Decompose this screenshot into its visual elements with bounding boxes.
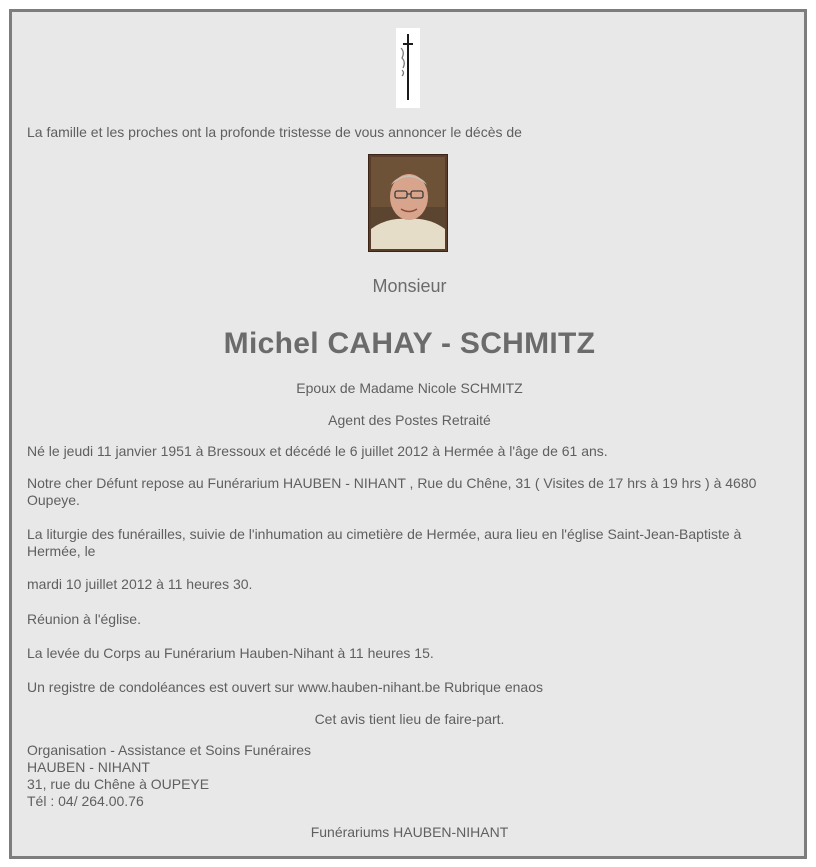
organisation-phone: Tél : 04/ 264.00.76 bbox=[27, 793, 144, 809]
organisation-line-1: Organisation - Assistance et Soins Funéraires bbox=[27, 742, 312, 758]
organisation-line-3: 31, rue du Chêne à OUPEYE bbox=[27, 776, 210, 792]
rest-location-text: Notre cher Défunt repose au Funérarium HAUBEN - NIHANT , Rue du Chêne, 31 ( Visites de 17 hrs à 19 hrs ) à 4680 Oupeye. bbox=[27, 475, 757, 508]
body-lift-text: La levée du Corps au Funérarium Hauben-Nihant à 11 heures 15. bbox=[27, 645, 434, 661]
occupation-line: Agent des Postes Retraité bbox=[328, 412, 491, 428]
intro-text: La famille et les proches ont la profonde tristesse de vous annoncer le décès de bbox=[27, 124, 522, 140]
deceased-name: Michel CAHAY - SCHMITZ bbox=[223, 327, 596, 360]
spouse-line: Epoux de Madame Nicole SCHMITZ bbox=[296, 380, 523, 396]
cross-emblem bbox=[396, 28, 420, 108]
registry-text: Un registre de condoléances est ouvert sur www.hauben-nihant.be Rubrique enaos bbox=[27, 679, 543, 695]
meeting-text: Réunion à l'église. bbox=[27, 611, 141, 627]
portrait-photo bbox=[368, 154, 448, 252]
organisation-block bbox=[27, 742, 792, 810]
ceremony-date: mardi 10 juillet 2012 à 11 heures 30. bbox=[27, 576, 253, 592]
footer-signature: Funérariums HAUBEN-NIHANT bbox=[310, 824, 509, 840]
birth-death-text: Né le jeudi 11 janvier 1951 à Bressoux et décédé le 6 juillet 2012 à Hermée à l'âge de 61 ans. bbox=[27, 443, 608, 459]
honorific: Monsieur bbox=[372, 276, 447, 296]
organisation-line-2: HAUBEN - NIHANT bbox=[27, 759, 150, 775]
notice-line: Cet avis tient lieu de faire-part. bbox=[314, 711, 505, 727]
cross-icon bbox=[396, 28, 420, 108]
liturgy-text: La liturgie des funérailles, suivie de l'inhumation au cimetière de Hermée, aura lieu en l'église Saint-Jean-Baptiste à Hermée, le bbox=[27, 526, 742, 559]
death-notice-card bbox=[9, 9, 807, 859]
